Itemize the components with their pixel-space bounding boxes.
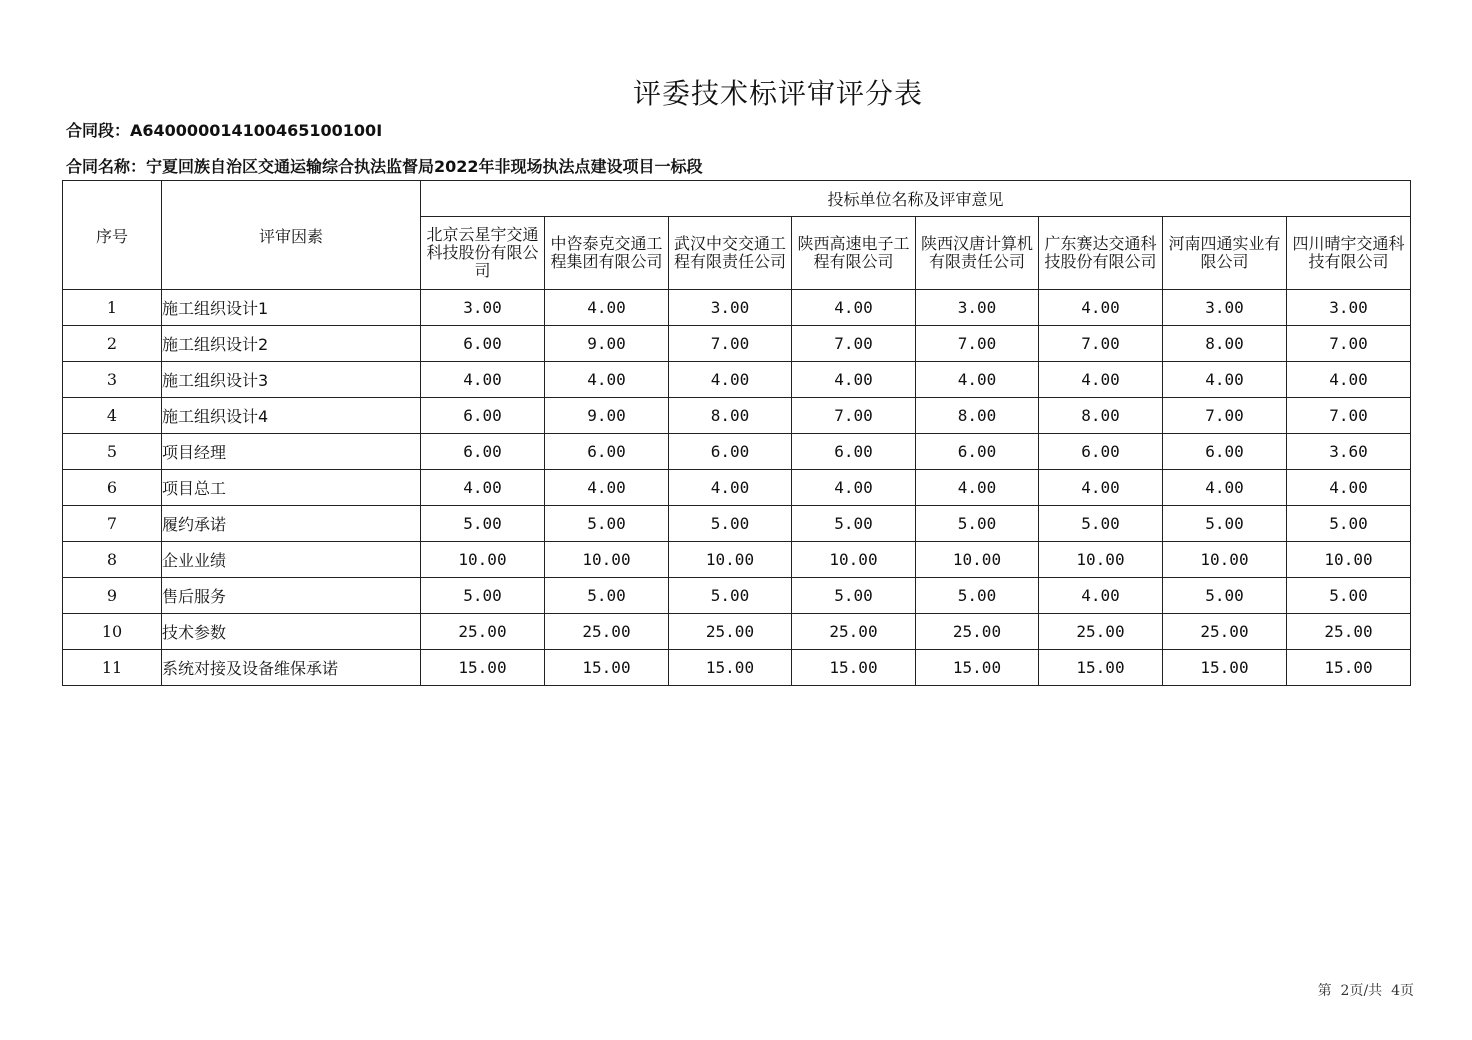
score-cell: 25.00 [792,614,916,650]
row-seq: 6 [63,470,162,506]
table-row [63,398,1411,434]
bidder-name-header: 四川晴宇交通科技有限公司 [1287,217,1411,290]
bidder-name-header: 中咨泰克交通工程集团有限公司 [545,217,669,290]
score-cell: 8.00 [916,398,1039,434]
row-seq: 10 [63,614,162,650]
table-row [63,290,1411,326]
score-cell: 10.00 [1287,542,1411,578]
score-cell: 4.00 [1287,470,1411,506]
score-cell: 25.00 [1039,614,1163,650]
bidder-name-header: 河南四通实业有限公司 [1163,217,1287,290]
score-cell: 6.00 [916,434,1039,470]
row-factor: 施工组织设计3 [162,362,421,398]
page-title: 评委技术标评审评分表 [632,77,923,110]
table-row [63,434,1411,470]
score-cell: 4.00 [545,290,669,326]
bidder-name-header: 武汉中交交通工程有限责任公司 [669,217,792,290]
score-cell: 10.00 [792,542,916,578]
score-cell: 5.00 [421,578,545,614]
score-cell: 4.00 [1039,290,1163,326]
contract-code-value: A640000014100465100100I [130,121,383,140]
score-cell: 4.00 [1039,470,1163,506]
score-cell: 7.00 [792,326,916,362]
score-cell: 4.00 [1039,362,1163,398]
score-cell: 4.00 [1163,470,1287,506]
score-cell: 7.00 [916,326,1039,362]
score-cell: 5.00 [545,578,669,614]
score-cell: 7.00 [1163,398,1287,434]
score-cell: 8.00 [669,398,792,434]
score-cell: 4.00 [916,362,1039,398]
score-cell: 5.00 [421,506,545,542]
score-cell: 10.00 [421,542,545,578]
score-cell: 3.00 [1287,290,1411,326]
score-cell: 3.00 [916,290,1039,326]
score-table [62,180,1411,686]
score-cell: 3.60 [1287,434,1411,470]
score-cell: 7.00 [1287,398,1411,434]
row-seq: 4 [63,398,162,434]
score-cell: 4.00 [792,290,916,326]
row-seq: 11 [63,650,162,686]
score-cell: 6.00 [1039,434,1163,470]
page-footer: 第 2页/共 4页 [1317,983,1414,999]
row-seq: 7 [63,506,162,542]
bidder-name-header: 广东赛达交通科技股份有限公司 [1039,217,1163,290]
score-cell: 5.00 [1163,506,1287,542]
score-cell: 3.00 [1163,290,1287,326]
score-cell: 5.00 [792,506,916,542]
score-cell: 15.00 [421,650,545,686]
seq-header: 序号 [63,181,162,290]
score-cell: 5.00 [669,578,792,614]
row-seq: 1 [63,290,162,326]
score-cell: 5.00 [1287,506,1411,542]
score-cell: 5.00 [792,578,916,614]
score-cell: 15.00 [916,650,1039,686]
contract-name-value: 宁夏回族自治区交通运输综合执法监督局2022年非现场执法点建设项目一标段 [146,157,703,176]
score-cell: 25.00 [545,614,669,650]
score-cell: 5.00 [916,506,1039,542]
score-cell: 4.00 [421,470,545,506]
score-cell: 6.00 [421,326,545,362]
score-cell: 5.00 [669,506,792,542]
score-cell: 15.00 [1287,650,1411,686]
score-cell: 6.00 [421,398,545,434]
row-factor: 售后服务 [162,578,421,614]
table-row [63,362,1411,398]
score-cell: 4.00 [545,470,669,506]
table-row [63,542,1411,578]
row-factor: 技术参数 [162,614,421,650]
table-row [63,578,1411,614]
score-cell: 3.00 [669,290,792,326]
score-cell: 4.00 [1287,362,1411,398]
table-row [63,470,1411,506]
contract-code-line [66,118,382,141]
bidder-group-header: 投标单位名称及评审意见 [421,181,1411,217]
row-factor: 项目经理 [162,434,421,470]
score-table-body [63,290,1411,686]
score-cell: 6.00 [545,434,669,470]
table-row [63,614,1411,650]
table-row [63,326,1411,362]
score-cell: 15.00 [1039,650,1163,686]
score-cell: 5.00 [1163,578,1287,614]
score-cell: 5.00 [1287,578,1411,614]
contract-name-label: 合同名称： [66,157,147,176]
score-cell: 15.00 [1163,650,1287,686]
score-cell: 5.00 [1039,506,1163,542]
score-cell: 25.00 [421,614,545,650]
score-cell: 4.00 [669,470,792,506]
row-factor: 施工组织设计1 [162,290,421,326]
score-cell: 4.00 [669,362,792,398]
score-cell: 4.00 [792,362,916,398]
row-seq: 8 [63,542,162,578]
bidder-name-header: 北京云星宇交通科技股份有限公司 [421,217,545,290]
score-cell: 7.00 [1039,326,1163,362]
score-cell: 10.00 [669,542,792,578]
score-cell: 8.00 [1163,326,1287,362]
score-cell: 4.00 [1039,578,1163,614]
score-cell: 8.00 [1039,398,1163,434]
row-factor: 施工组织设计4 [162,398,421,434]
score-cell: 4.00 [421,362,545,398]
score-cell: 25.00 [1287,614,1411,650]
bidder-name-header: 陕西高速电子工程有限公司 [792,217,916,290]
score-cell: 10.00 [545,542,669,578]
score-cell: 5.00 [916,578,1039,614]
row-factor: 施工组织设计2 [162,326,421,362]
score-cell: 25.00 [669,614,792,650]
score-cell: 4.00 [1163,362,1287,398]
score-cell: 6.00 [1163,434,1287,470]
score-cell: 9.00 [545,326,669,362]
score-cell: 15.00 [545,650,669,686]
score-cell: 25.00 [916,614,1039,650]
row-factor: 项目总工 [162,470,421,506]
contract-code-label: 合同段： [66,121,131,140]
row-factor: 履约承诺 [162,506,421,542]
row-factor: 企业业绩 [162,542,421,578]
score-cell: 6.00 [421,434,545,470]
row-seq: 3 [63,362,162,398]
row-seq: 5 [63,434,162,470]
table-row [63,650,1411,686]
score-cell: 10.00 [916,542,1039,578]
score-cell: 10.00 [1163,542,1287,578]
factor-header: 评审因素 [162,181,421,290]
row-factor: 系统对接及设备维保承诺 [162,650,421,686]
score-cell: 9.00 [545,398,669,434]
score-cell: 6.00 [792,434,916,470]
table-row [63,506,1411,542]
score-cell: 4.00 [916,470,1039,506]
score-cell: 25.00 [1163,614,1287,650]
score-cell: 3.00 [421,290,545,326]
score-cell: 15.00 [669,650,792,686]
contract-name-line [66,154,703,177]
score-cell: 10.00 [1039,542,1163,578]
score-cell: 6.00 [669,434,792,470]
score-cell: 5.00 [545,506,669,542]
row-seq: 2 [63,326,162,362]
score-cell: 7.00 [1287,326,1411,362]
bidder-name-header: 陕西汉唐计算机有限责任公司 [916,217,1039,290]
score-cell: 7.00 [669,326,792,362]
row-seq: 9 [63,578,162,614]
score-cell: 7.00 [792,398,916,434]
score-cell: 4.00 [545,362,669,398]
score-cell: 4.00 [792,470,916,506]
score-cell: 15.00 [792,650,916,686]
